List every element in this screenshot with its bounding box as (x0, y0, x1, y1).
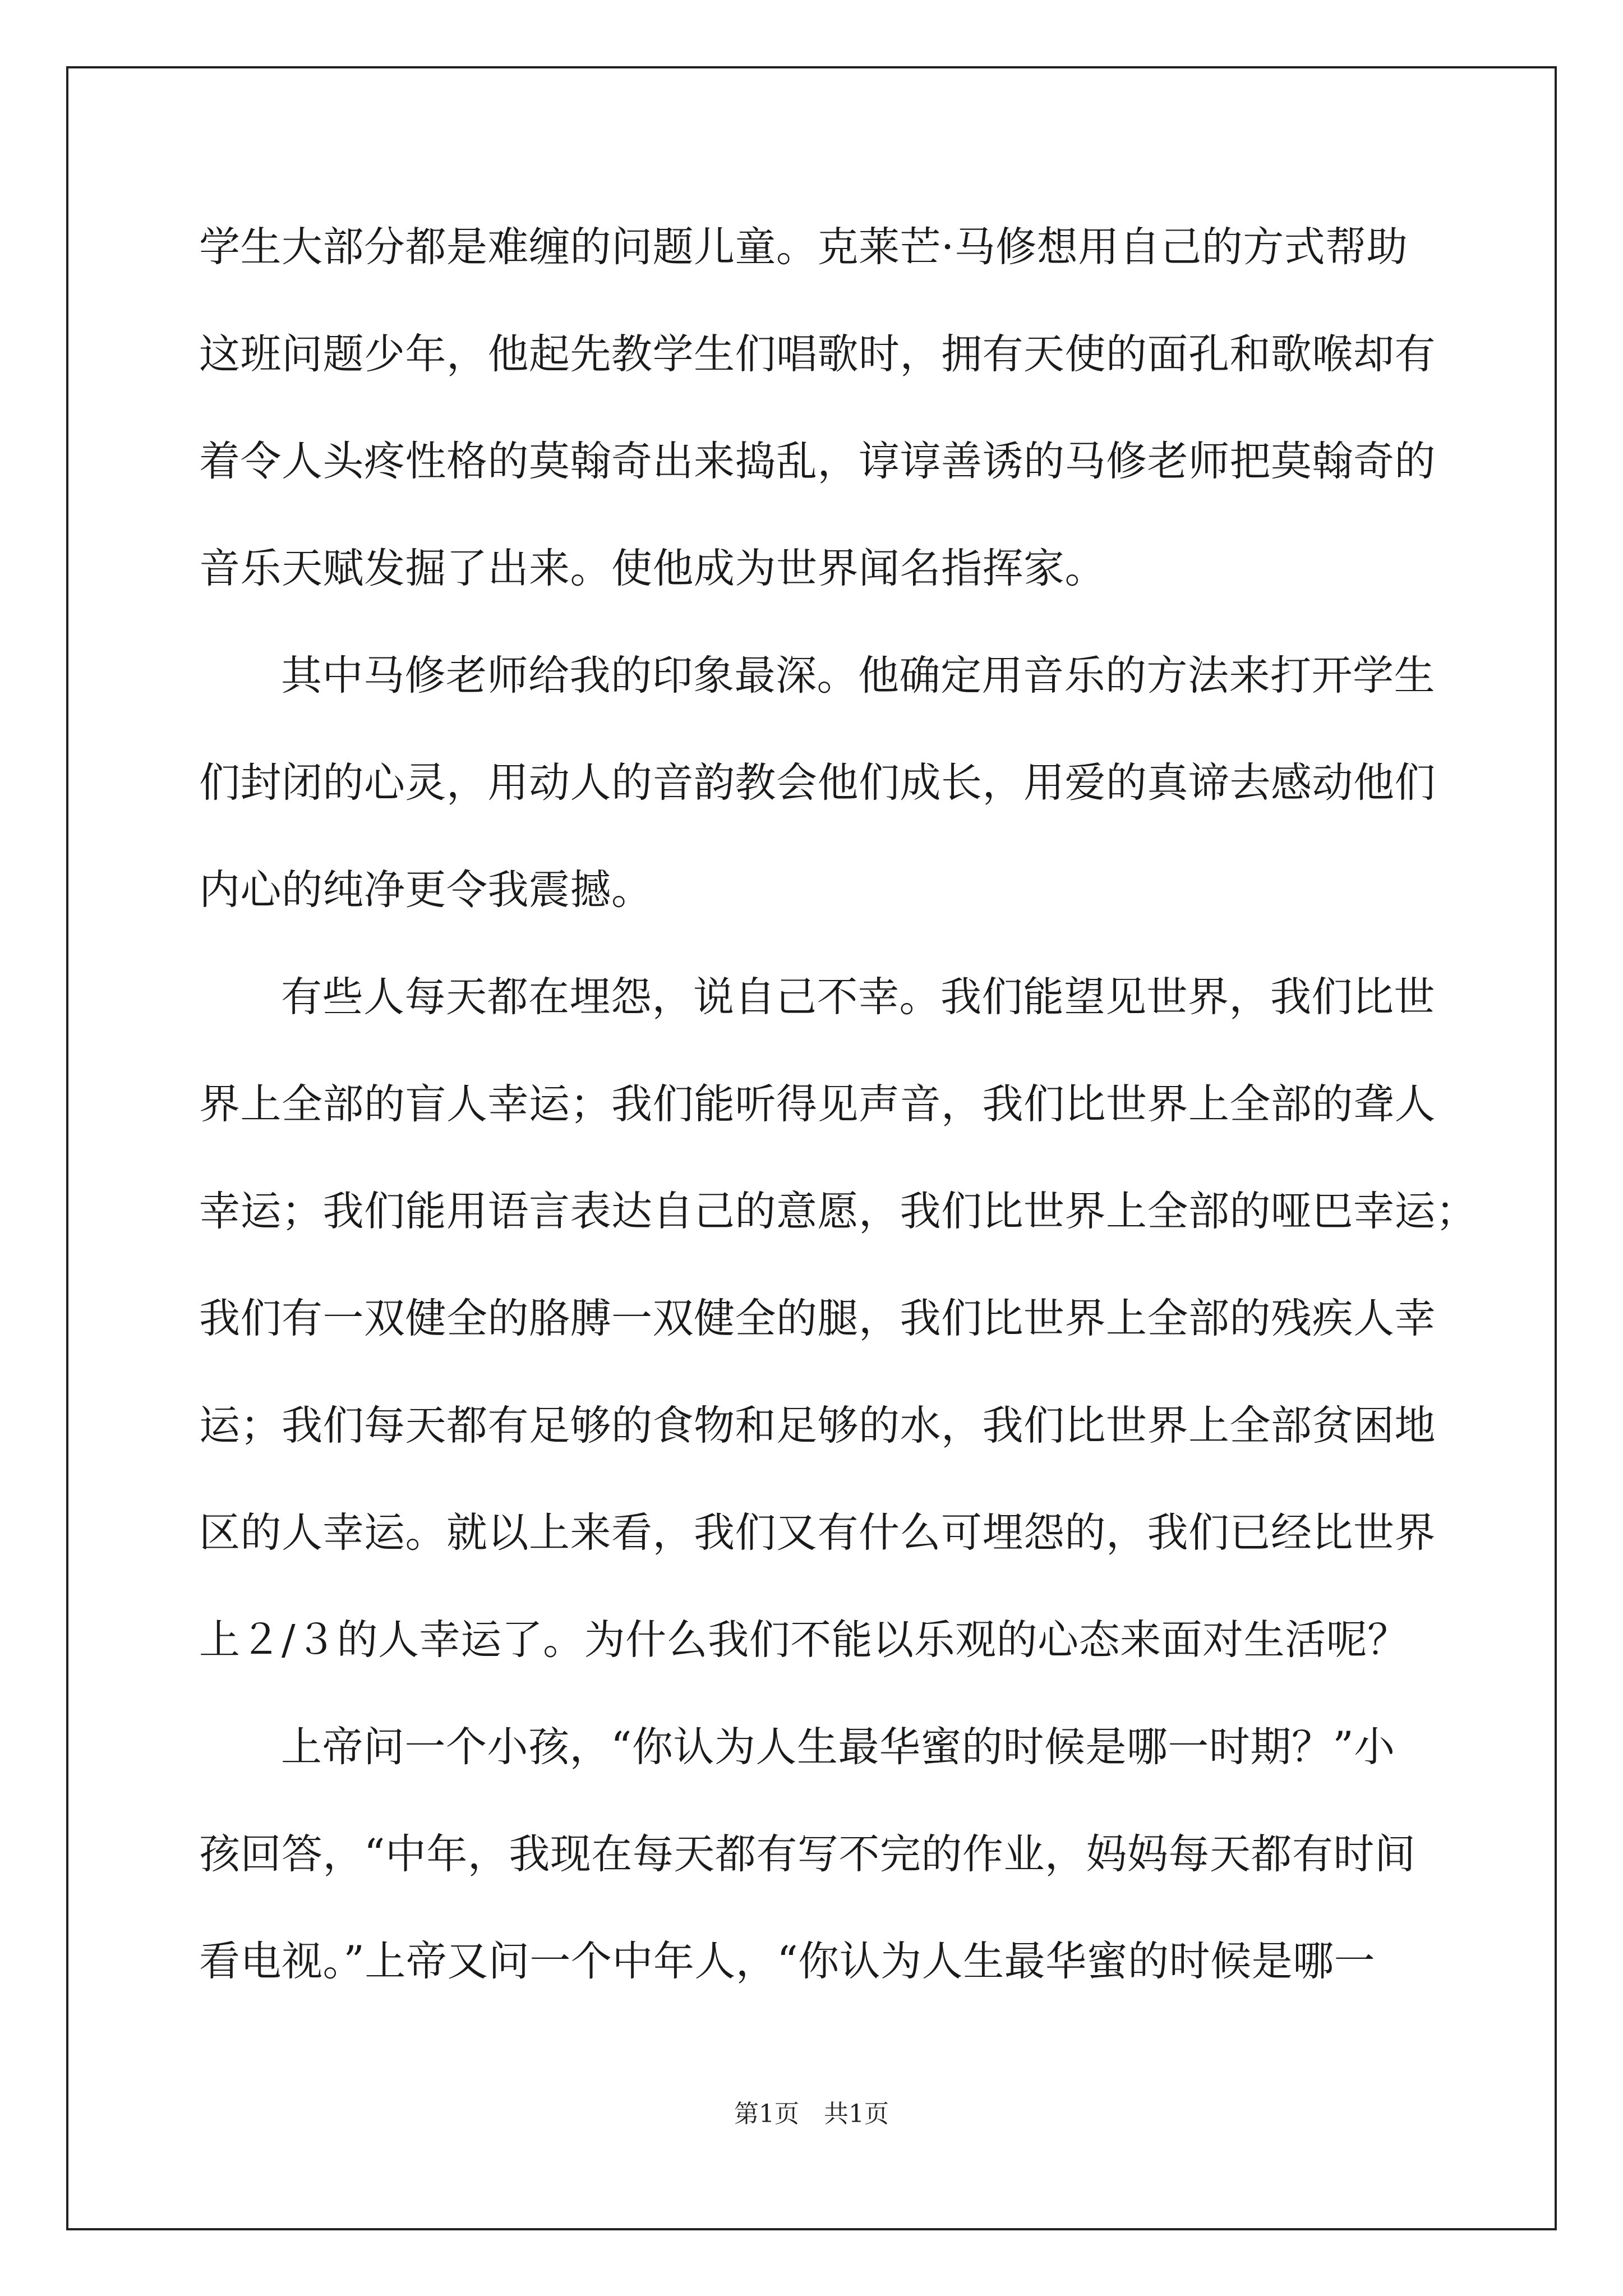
text-line: 幸运；我们能用语言表达自己的意愿，我们比世界上全部的哑巴幸运； (199, 1188, 1477, 1235)
text-line: 区的人幸运。就以上来看，我们又有什么可埋怨的，我们已经比世界 (199, 1509, 1436, 1557)
text-line: 看电视。”上帝又问一个中年人，“你认为人生最华蜜的时候是哪一 (199, 1938, 1376, 1985)
text-line: 音乐天赋发掘了出来。使他成为世界闻名指挥家。 (199, 545, 1106, 592)
text-line: 这班问题少年，他起先教学生们唱歌时，拥有天使的面孔和歌喉却有 (199, 330, 1436, 378)
text-line: 界上全部的盲人幸运；我们能听得见声音，我们比世界上全部的聋人 (199, 1080, 1436, 1128)
paragraph-first-line: 上帝问一个小孩，“你认为人生最华蜜的时候是哪一时期？”小 (281, 1723, 1395, 1771)
text-line: 我们有一双健全的胳膊一双健全的腿，我们比世界上全部的残疾人幸 (199, 1295, 1436, 1342)
text-line: 着令人头疼性格的莫翰奇出来捣乱，谆谆善诱的马修老师把莫翰奇的 (199, 438, 1436, 485)
text-line: 内心的纯净更令我震撼。 (199, 866, 653, 914)
text-line: 学生大部分都是难缠的问题儿童。克莱芒·马修想用自己的方式帮助 (199, 223, 1408, 271)
paragraph-first-line: 其中马修老师给我的印象最深。他确定用音乐的方法来打开学生 (281, 652, 1435, 700)
text-line: 孩回答，“中年，我现在每天都有写不完的作业，妈妈每天都有时间 (199, 1830, 1416, 1878)
document-body (199, 194, 1477, 2015)
paragraph-first-line: 有些人每天都在埋怨，说自己不幸。我们能望见世界，我们比世 (281, 973, 1435, 1021)
text-line: 们封闭的心灵，用动人的音韵教会他们成长，用爱的真谛去感动他们 (199, 759, 1436, 807)
text-line: 上２/３的人幸运了。为什么我们不能以乐观的心态来面对生活呢？ (199, 1616, 1409, 1664)
text-line: 运；我们每天都有足够的食物和足够的水，我们比世界上全部贫困地 (199, 1402, 1436, 1450)
page-number-footer: 第1页 共1页 (734, 2100, 889, 2128)
